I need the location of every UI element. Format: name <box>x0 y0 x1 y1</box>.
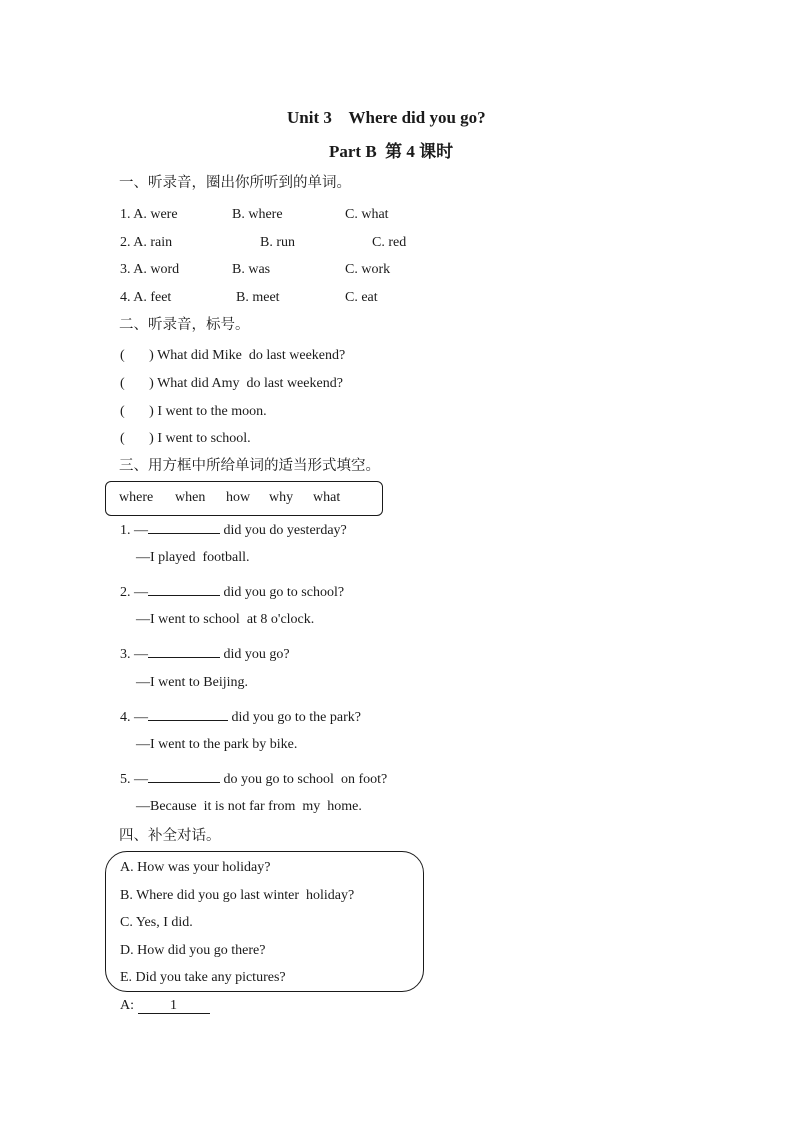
s3-q3-blank[interactable] <box>148 644 220 658</box>
s3-q2-blank[interactable] <box>148 582 220 596</box>
page-title: Unit 3 Where did you go? <box>287 108 486 127</box>
s3-question-1 <box>120 520 347 538</box>
s1-row-4-option-a: 4. A. feet <box>120 290 172 305</box>
s4-option-a: A. How was your holiday? <box>120 860 271 875</box>
dialog-speaker-label: A: <box>120 998 134 1013</box>
s4-option-d: D. How did you go there? <box>120 943 266 958</box>
s3-q5-number: 5. — <box>120 772 148 787</box>
s4-option-b: B. Where did you go last winter holiday? <box>120 888 355 903</box>
s3-q5-blank[interactable] <box>148 769 220 783</box>
s4-option-c: C. Yes, I did. <box>120 915 193 930</box>
s3-q1-number: 1. — <box>120 523 148 538</box>
s3-q5-text: do you go to school on foot? <box>220 772 388 787</box>
s3-q2-number: 2. — <box>120 585 148 600</box>
word-why: why <box>269 490 294 505</box>
s1-row-2-option-b: B. run <box>260 235 295 250</box>
s3-q3-number: 3. — <box>120 647 148 662</box>
s3-answer-2: —I went to school at 8 o'clock. <box>136 612 315 627</box>
word-how: how <box>226 490 251 505</box>
section-4-heading: 四、补全对话。 <box>119 828 221 844</box>
s1-row-1-option-a: 1. A. were <box>120 207 178 222</box>
s1-row-3-option-a: 3. A. word <box>120 262 180 277</box>
s3-q3-text: did you go? <box>220 647 290 662</box>
dialog-line-1 <box>120 999 210 1014</box>
word-where: where <box>119 490 154 505</box>
s1-row-4-option-c: C. eat <box>345 290 378 305</box>
s3-answer-4: —I went to the park by bike. <box>136 737 298 752</box>
s3-answer-1: —I played football. <box>136 550 250 565</box>
s1-row-2-option-a: 2. A. rain <box>120 235 173 250</box>
s3-q4-text: did you go to the park? <box>228 710 361 725</box>
s1-row-3-option-b: B. was <box>232 262 271 277</box>
s1-row-2-option-c: C. red <box>372 235 407 250</box>
s2-item-1: ( ) What did Mike do last weekend? <box>120 348 346 363</box>
page-subtitle: Part B 第 4 课时 <box>329 142 454 161</box>
s3-q4-number: 4. — <box>120 710 148 725</box>
s1-row-1-option-c: C. what <box>345 207 389 222</box>
s3-question-5 <box>120 769 387 787</box>
s1-row-1-option-b: B. where <box>232 207 283 222</box>
word-when: when <box>175 490 206 505</box>
word-what: what <box>313 490 341 505</box>
s3-answer-3: —I went to Beijing. <box>136 675 248 690</box>
s3-question-4 <box>120 707 361 725</box>
s3-question-3 <box>120 644 290 662</box>
section-3-heading: 三、用方框中所给单词的适当形式填空。 <box>119 458 380 474</box>
s1-row-3-option-c: C. work <box>345 262 391 277</box>
s4-option-e: E. Did you take any pictures? <box>120 970 286 985</box>
s3-q2-text: did you go to school? <box>220 585 345 600</box>
s3-question-2 <box>120 582 344 600</box>
s3-answer-5: —Because it is not far from my home. <box>136 799 362 814</box>
section-1-heading: 一、听录音，圈出你所听到的单词。 <box>119 175 351 191</box>
s1-row-4-option-b: B. meet <box>236 290 280 305</box>
section-2-heading: 二、听录音，标号。 <box>119 317 250 333</box>
s2-item-3: ( ) I went to the moon. <box>120 404 267 419</box>
s2-item-4: ( ) I went to school. <box>120 431 251 446</box>
s3-q1-blank[interactable] <box>148 520 220 534</box>
s2-item-2: ( ) What did Amy do last weekend? <box>120 376 343 391</box>
dialog-blank-1[interactable]: 1 <box>138 999 210 1014</box>
s3-q1-text: did you do yesterday? <box>220 523 347 538</box>
s3-q4-blank[interactable] <box>148 707 228 721</box>
